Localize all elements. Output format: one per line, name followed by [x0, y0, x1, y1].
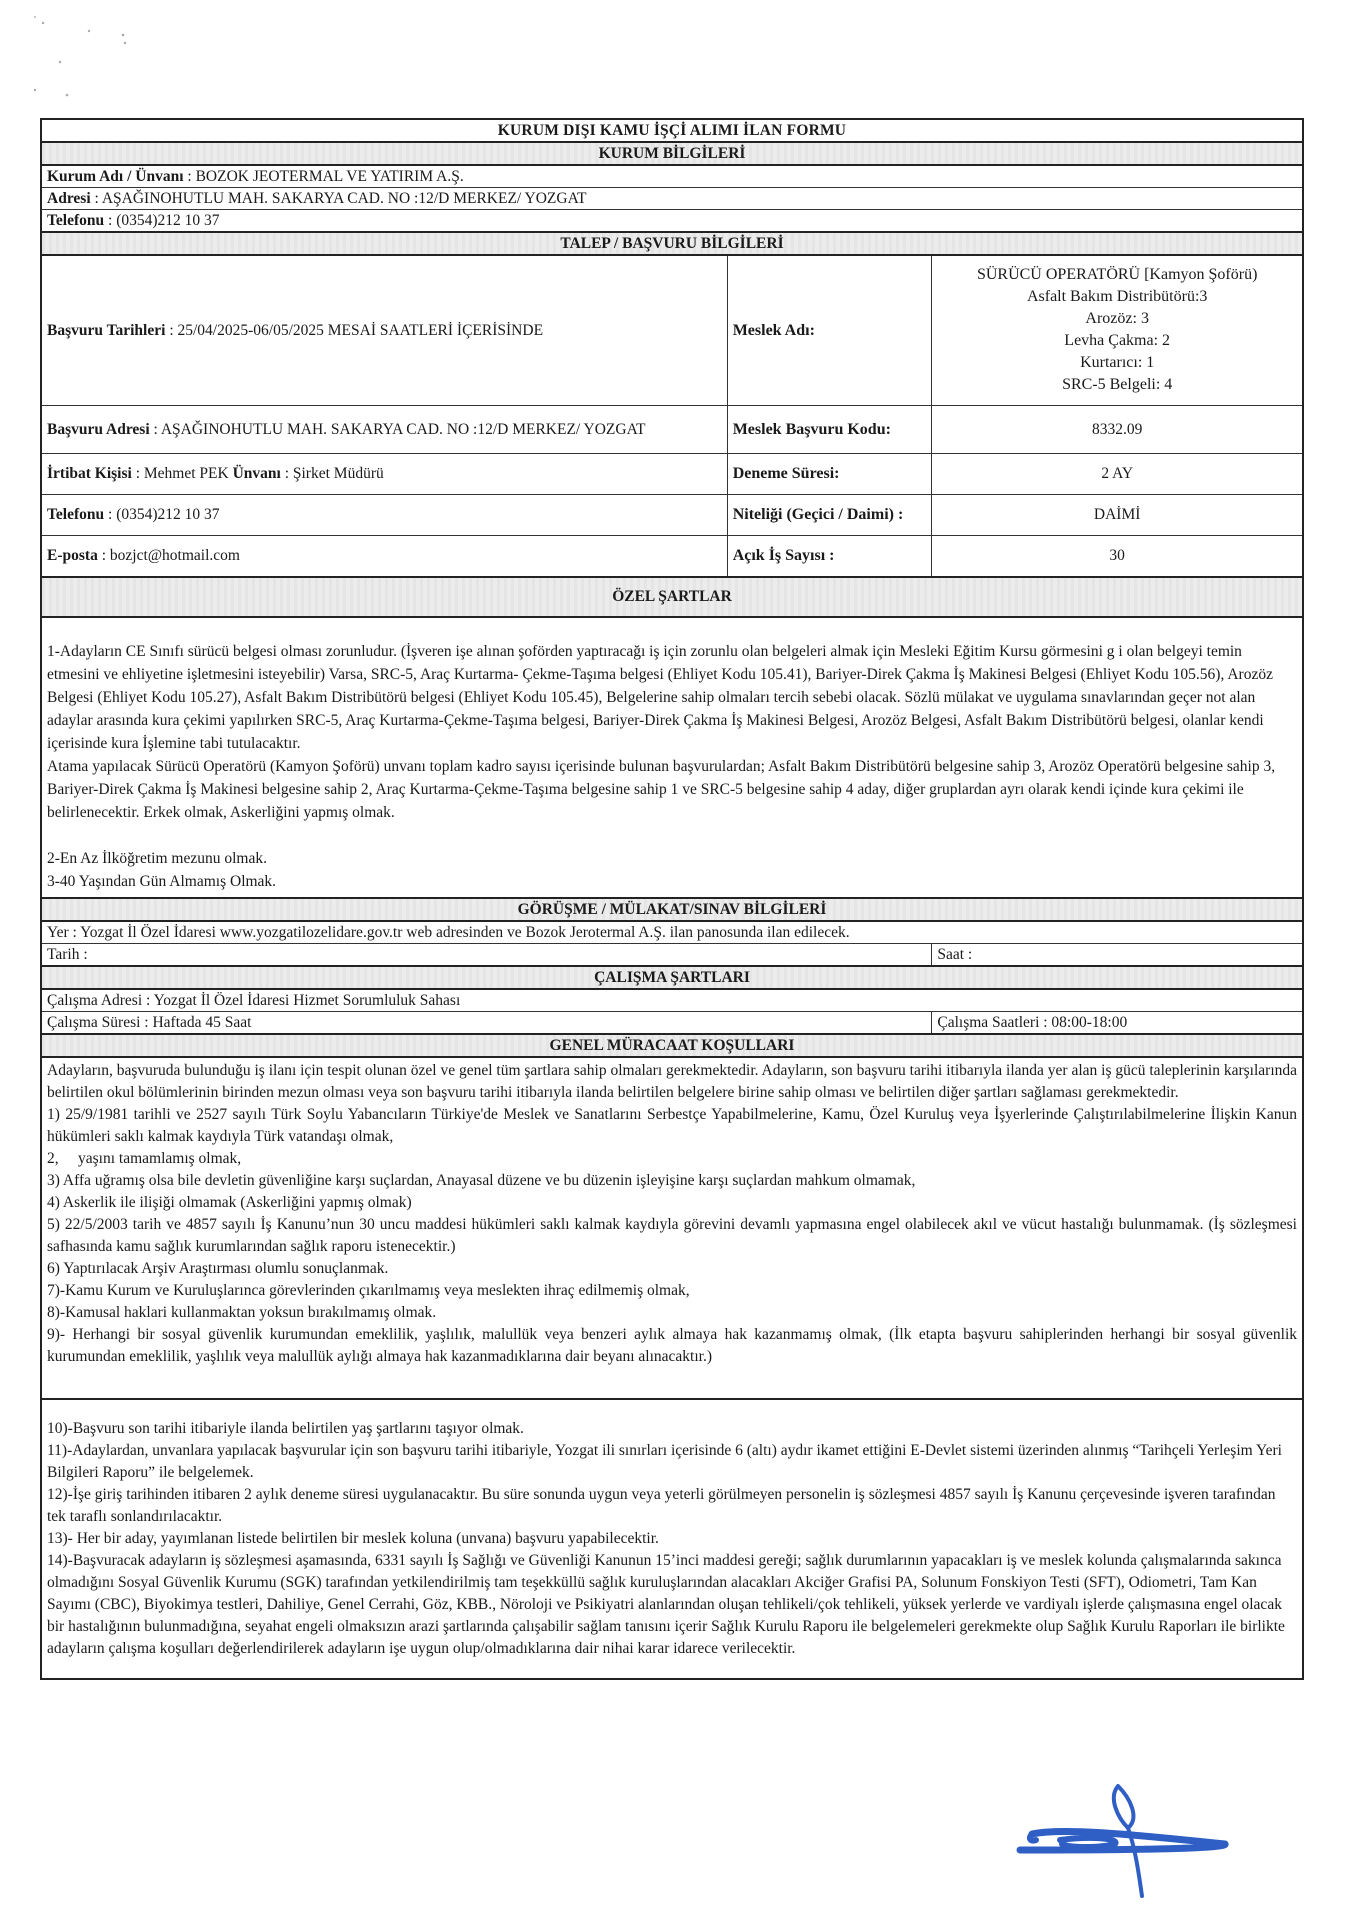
- eposta-label: E-posta: [47, 547, 98, 564]
- calisma-section-title: ÇALIŞMA ŞARTLARI: [41, 966, 1303, 989]
- talep-section-header: [41, 232, 1303, 255]
- ozel-body-row: [41, 617, 1303, 898]
- kurum-address-value: : AŞAĞINOHUTLU MAH. SAKARYA CAD. NO :12/D MERKEZ/ YOZGAT: [90, 190, 587, 207]
- calisma-sure: Çalışma Süresi : Haftada 45 Saat: [41, 1011, 932, 1034]
- irtibat-row: [41, 453, 1303, 494]
- unvan-label: Ünvanı: [232, 465, 281, 482]
- basvuru-adresi-value: : AŞAĞINOHUTLU MAH. SAKARYA CAD. NO :12/D MERKEZ/ YOZGAT: [149, 420, 646, 438]
- kurum-section-title: KURUM BİLGİLERİ: [41, 142, 1303, 165]
- gorusme-section-header: [41, 898, 1303, 921]
- nitelik-label: Niteliği (Geçici / Daimi) :: [727, 494, 932, 535]
- basvuru-tarihleri-label: Başvuru Tarihleri: [47, 321, 166, 339]
- genel-item: 3) Affa uğramış olsa bile devletin güvenliğine karşı suçlardan, Anayasal düzene ve bu düzenin işleyişine karşı suçlardan mahkum olmamak,: [47, 1171, 916, 1189]
- gorusme-saat: Saat :: [932, 943, 1303, 966]
- gorusme-section-title: GÖRÜŞME / MÜLAKAT/SINAV BİLGİLERİ: [41, 898, 1303, 921]
- meslek-line: Asfalt Bakım Distribütörü:3: [1026, 288, 1208, 306]
- telefon-row: [41, 494, 1303, 535]
- talep-section-title: TALEP / BAŞVURU BİLGİLERİ: [41, 232, 1303, 255]
- genel-item: 6) Yaptırılacak Arşiv Araştırması olumlu sonuçlanmak.: [47, 1259, 389, 1277]
- ozel-section-title: ÖZEL ŞARTLAR: [41, 577, 1303, 617]
- kurum-address-field: [41, 188, 1303, 210]
- basvuru-adresi-row: [41, 405, 1303, 453]
- genel-section-title: GENEL MÜRACAAT KOŞULLARI: [41, 1034, 1303, 1057]
- ozel-sartlar-text: [41, 617, 1303, 898]
- meslek-line: SRC-5 Belgeli: 4: [1062, 376, 1173, 394]
- acik-is-value: 30: [932, 535, 1303, 577]
- meslek-line: SÜRÜCÜ OPERATÖRÜ [Kamyon Şoförü): [976, 266, 1258, 284]
- deneme-label: Deneme Süresi:: [727, 453, 932, 494]
- form-title: KURUM DIŞI KAMU İŞÇİ ALIMI İLAN FORMU: [41, 119, 1303, 142]
- irtibat-value: : Mehmet PEK: [131, 465, 233, 482]
- eposta-row: [41, 535, 1303, 577]
- scan-artifact-marks: [15, 5, 135, 105]
- kurum-phone-field: [41, 210, 1303, 233]
- calisma-adres: Çalışma Adresi : Yozgat İl Özel İdaresi Hizmet Sorumluluk Sahası: [41, 989, 1303, 1012]
- ozel-item-3: 3-40 Yaşından Gün Almamış Olmak.: [47, 872, 277, 890]
- ozel-paragraph-2: Atama yapılacak Sürücü Operatörü (Kamyon Şoförü) unvanı toplam kadro sayısı içerisinde bulunan başvurulardan; Asfalt Bakım Distribütörü belgesine sahip 3, Arozöz Operatörü belgesine sahip 3, Bariyer-Direk Çakma İş Makinesi belgesine sahip 2, Araç Kurtarma-Çekme-Taşıma belgesine sahip 1 ve SRC-5 belgesine sahip 4 aday, diğer gruplardan ayrı olarak kendi içinde kura çekimi ile belirlenecektir. Erkek olmak, Askerliğini yapmış olmak.: [47, 757, 1276, 821]
- meslek-kodu-value: 8332.09: [932, 405, 1303, 453]
- kurum-name-label: Kurum Adı / Ünvanı: [47, 168, 184, 185]
- telefon-field: [41, 494, 727, 535]
- ozel-item-2: 2-En Az İlköğretim mezunu olmak.: [47, 849, 267, 867]
- meslek-adi-label: Meslek Adı:: [727, 255, 932, 405]
- deneme-value: 2 AY: [932, 453, 1303, 494]
- genel-item: 2, yaşını tamamlamış olmak,: [47, 1149, 242, 1167]
- irtibat-label: İrtibat Kişisi: [47, 465, 132, 482]
- genel-item: 4) Askerlik ile ilişiği olmamak (Askerliğini yapmış olmak): [47, 1193, 412, 1211]
- genel-item: 8)-Kamusal haklari kullanmaktan yoksun bırakılmamış olmak.: [47, 1303, 437, 1321]
- meslek-line: Levha Çakma: 2: [1064, 332, 1171, 350]
- basvuru-tarihleri-value: : 25/04/2025-06/05/2025 MESAİ SAATLERİ İÇERİSİNDE: [165, 321, 544, 339]
- meslek-line: Arozöz: 3: [1085, 310, 1149, 328]
- genel-item: 13)- Her bir aday, yayımlanan listede belirtilen bir meslek koluna (unvana) başvuru yapabilecektir.: [47, 1529, 659, 1547]
- kurum-section-header: [41, 142, 1303, 165]
- basvuru-tarihleri-row: [41, 255, 1303, 405]
- unvan-value: : Şirket Müdürü: [280, 465, 384, 482]
- gorusme-yer: Yer : Yozgat İl Özel İdaresi www.yozgatilozelidare.gov.tr web adresinden ve Bozok Jerotermal A.Ş. ilan panosunda ilan edilecek.: [41, 921, 1303, 944]
- meslek-kodu-label: Meslek Başvuru Kodu:: [727, 405, 932, 453]
- calisma-section-header: [41, 966, 1303, 989]
- genel-item: 12)-İşe giriş tarihinden itibaren 2 aylık deneme süresi uygulanacaktır. Bu süre sonunda uygun veya yeterli görülmeyen personelin iş sözleşmesi 4857 sayılı İş Kanunu çerçevesinde işveren tarafından tek taraflı sonlandırılacaktır.: [47, 1485, 1276, 1525]
- kurum-name-field: [41, 165, 1303, 188]
- genel-item: 5) 22/5/2003 tarih ve 4857 sayılı İş Kanunu’nun 30 uncu maddesi hükümleri saklı kalmak kaydıyla görevini devamlı yapmasına engel olabilecek akıl ve vücut hastalığı bulunmamak. (İş sözleşmesi safhasında kamu sağlık kurumlarından sağlık raporu istenecektir.): [47, 1215, 1297, 1255]
- signature-icon: [1000, 1778, 1240, 1898]
- telefon-value: : (0354)212 10 37: [104, 506, 220, 523]
- irtibat-field: [41, 453, 727, 494]
- genel-item: 14)-Başvuracak adayların iş sözleşmesi aşamasında, 6331 sayılı İş Sağlığı ve Güvenliği Kanunun 15’inci maddesi gereği; sağlık durumlarının yapacakları iş ve meslek kolunda çalışmalarında sakınca olmadığını Sosyal Güvenlik Kurumu (SGK) tarafından yetkilendirilmiş tam teşekküllü sağlık kuruluşlarından alacakları Akciğer Grafisi PA, Solunum Fonskiyon Testi (SFT), Odiometri, Tam Kan Sayımı (CBC), Biyokimya testleri, Dahiliye, Genel Cerrahi, Göz, KBB., Nöroloji ve Psikiyatri alanlarından oluşan tehlikeli/çok tehlikeli, yüksek yerlerde ve vardiyalı işlerde çalışmasına engel olacak bir hastalığının bulunmadığına, seyahat engeli olmaksızın arazi şartlarında çalışabilir sağlam tanısını içerir Sağlık Kurulu Raporu ile belgelemeleri gerekmekte olup Sağlık Kurulu Raporları ile birlikte adayların çalışma koşulları değerlendirilerek adayların işe uygun olup/olmadıklarına dair nihai karar idarece verilecektir.: [47, 1551, 1285, 1657]
- genel-section-header: [41, 1034, 1303, 1057]
- eposta-value: : bozjct@hotmail.com: [97, 547, 240, 564]
- genel-item: 7)-Kamu Kurum ve Kuruluşlarınca görevlerinden çıkarılmamış veya meslekten ihraç edilmemiş olmak,: [47, 1281, 690, 1299]
- kurum-phone-label: Telefonu: [47, 212, 105, 229]
- announcement-form: [40, 118, 1304, 1680]
- genel-item: 11)-Adaylardan, unvanlara yapılacak başvurular için son başvuru tarihi itibariyle, Yozgat ili sınırları içerisinde 6 (altı) aydır ikamet ettiğini E-Devlet sistemi üzerinden alınmış “Tarihçeli Yerleşim Yeri Bilgileri Raporu” ile belgelemek.: [47, 1441, 1282, 1481]
- basvuru-adresi-field: [41, 405, 727, 453]
- genel-intro: Adayların, başvuruda bulunduğu iş ilanı için tespit olunan özel ve genel tüm şartlara sahip olmaları gerekmektedir. Adayların, son başvuru tarihi itibarıyla ilanda yer alan iş gücü taleplerinin karşılarında belirtilen okul bölümlerinin birinden mezun olması veya son başvuru tarihi itibarıyla ilanda belirtilen belgelere birine sahip olması ve belirtilen diğer şartları sağlaması gerekmektedir.: [47, 1061, 1297, 1101]
- kurum-address-label: Adresi: [47, 190, 91, 207]
- nitelik-value: DAİMİ: [932, 494, 1303, 535]
- gorusme-tarih: Tarih :: [41, 943, 932, 966]
- genel-item: 9)- Herhangi bir sosyal güvenlik kurumundan emeklilik, yaşlılık, malullük veya benzeri aylık almaya hak kazanmamış olmak, (İlk etapta başvuru sahiplerinden herhangi bir sosyal güvenlik kurumundan emeklilik, yaşlılık veya malullük aylığı almaya hak kazanmadıklarına dair beyanı alınacaktır.): [47, 1325, 1297, 1365]
- genel-kosullar-text-2: [41, 1399, 1303, 1679]
- form-table: [40, 118, 1304, 1680]
- telefon-label: Telefonu: [47, 506, 105, 523]
- acik-is-label: Açık İş Sayısı :: [727, 535, 932, 577]
- meslek-line: Kurtarıcı: 1: [1080, 354, 1155, 372]
- ozel-paragraph-1: 1-Adayların CE Sınıfı sürücü belgesi olması zorunludur. (İşveren işe alınan şoförden yaptıracağı iş için zorunlu olan belgeleri almak için Mesleki Eğitim Kursu görmesini g i olan belgeyi temin etmesini ve ehliyetine işletmesini isteyebilir) Varsa, SRC-5, Araç Kurtarma- Çekme-Taşıma belgesi (Ehliyet Kodu 105.41), Bariyer-Direk Çakma İş Makinesi Belgesi (Ehliyet Kodu 105.56), Arozöz Belgesi (Ehliyet Kodu 105.27), Asfalt Bakım Distribütörü belgesi (Ehliyet Kodu 105.45), Belgelerine sahip olmaları tercih sebebi olacak. Sözlü mülakat ve uygulama sınavlarından geçer not alan adaylar arasında kura çekimi yapılırken SRC-5, Araç Kurtarma-Çekme-Taşıma belgesi, Bariyer-Direk Çakma İş Makinesi Belgesi, Arozöz Belgesi, Asfalt Bakım Distribütörü belgesi, olanlar kendi içerisinde kura İşlemine tabi tutulacaktır.: [47, 642, 1273, 752]
- genel-kosullar-text: [41, 1057, 1303, 1399]
- basvuru-tarihleri-field: [41, 255, 727, 405]
- meslek-adi-value: [932, 255, 1303, 405]
- genel-body-row-2: [41, 1399, 1303, 1679]
- genel-item: 1) 25/9/1981 tarihli ve 2527 sayılı Türk Soylu Yabancıların Türkiye'de Meslek ve Sanatlarını Serbestçe Yapabilmelerine, Kamu, Özel Kuruluş veya İşyerlerinde Çalıştırılabilmelerine İlişkin Kanun hükümleri saklı kalmak kaydıyla Türk vatandaşı olmak,: [47, 1105, 1297, 1145]
- basvuru-adresi-label: Başvuru Adresi: [47, 420, 150, 438]
- form-title-row: [41, 119, 1303, 142]
- calisma-saatler: Çalışma Saatleri : 08:00-18:00: [932, 1011, 1303, 1034]
- kurum-name-value: : BOZOK JEOTERMAL VE YATIRIM A.Ş.: [183, 168, 464, 185]
- genel-body-row: [41, 1057, 1303, 1399]
- ozel-section-header: [41, 577, 1303, 617]
- eposta-field: [41, 535, 727, 577]
- kurum-phone-value: : (0354)212 10 37: [104, 212, 220, 229]
- genel-item: 10)-Başvuru son tarihi itibariyle ilanda belirtilen yaş şartlarını taşıyor olmak.: [47, 1419, 524, 1437]
